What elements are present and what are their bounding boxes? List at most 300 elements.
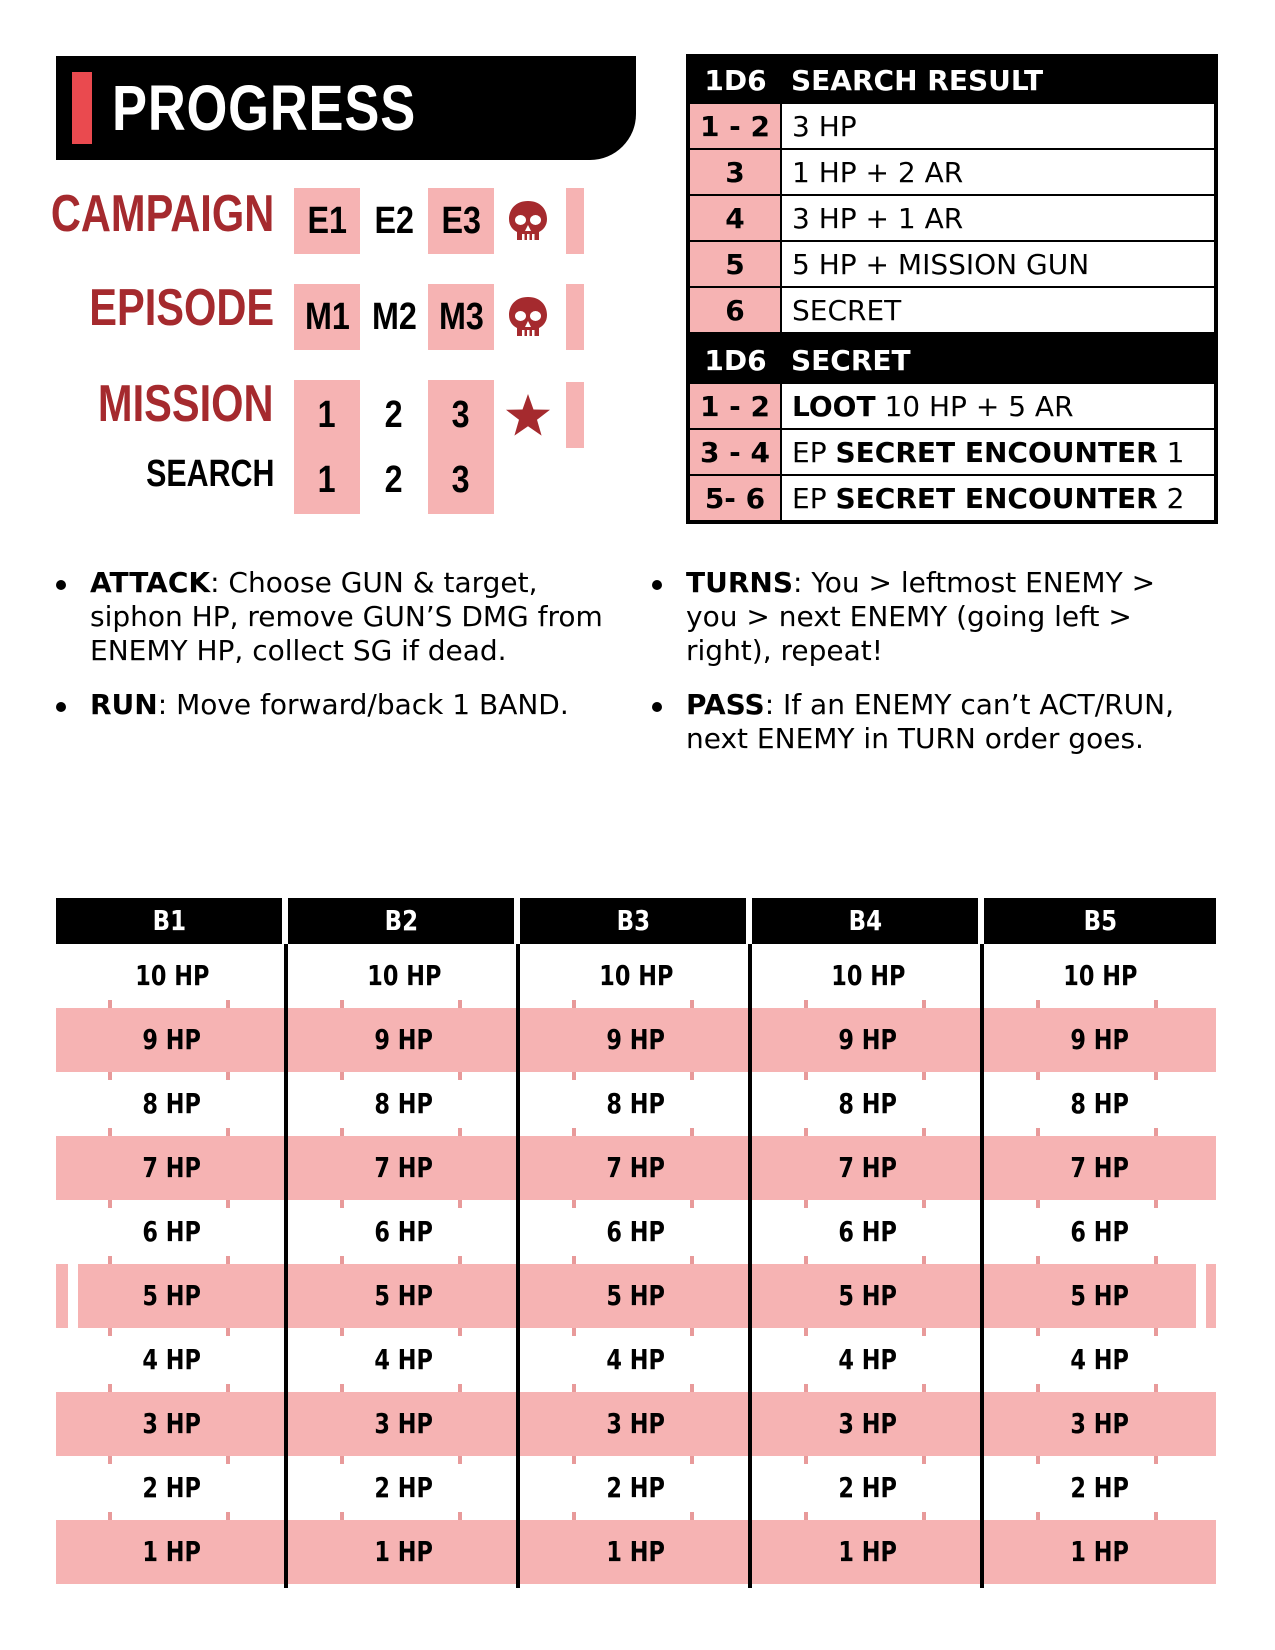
campaign-label: CAMPAIGN [50, 185, 274, 243]
hp-label: 10 HP [134, 959, 210, 992]
tick-mark [690, 1200, 694, 1208]
tick-mark [690, 1128, 694, 1136]
tick-mark [804, 1136, 808, 1144]
bullet-icon [652, 702, 662, 712]
tick-mark [458, 1520, 462, 1528]
hp-row [56, 1136, 1216, 1200]
hp-cell[interactable] [520, 1328, 752, 1392]
tick-mark [804, 1448, 808, 1456]
hp-label: 7 HP [374, 1151, 434, 1184]
tick-mark [226, 1064, 230, 1072]
hp-label: 6 HP [606, 1215, 666, 1248]
band-header-b3 [520, 898, 746, 944]
hp-label: 8 HP [142, 1087, 202, 1120]
hp-cell[interactable] [56, 944, 288, 1008]
tick-mark [804, 1192, 808, 1200]
tick-mark [458, 1072, 462, 1080]
hp-label: 7 HP [142, 1151, 202, 1184]
tick-mark [1036, 1520, 1040, 1528]
hp-label: 7 HP [1070, 1151, 1130, 1184]
hp-cell[interactable] [752, 1520, 984, 1584]
hp-cell[interactable] [56, 1008, 288, 1072]
hp-label: 7 HP [606, 1151, 666, 1184]
hp-label: 10 HP [366, 959, 442, 992]
hp-cell[interactable] [56, 1328, 288, 1392]
hp-cell[interactable] [984, 1392, 1216, 1456]
hp-cell[interactable] [56, 1456, 288, 1520]
tick-mark [1154, 1008, 1158, 1016]
hp-label: 8 HP [374, 1087, 434, 1120]
hp-cell[interactable] [520, 1008, 752, 1072]
tick-mark [108, 1456, 112, 1464]
tick-mark [572, 1128, 576, 1136]
hp-label: 2 HP [606, 1471, 666, 1504]
tick-mark [922, 1192, 926, 1200]
tick-mark [1154, 1000, 1158, 1008]
header-1d6: 1D6 [688, 56, 781, 103]
tick-mark [108, 1448, 112, 1456]
tick-mark [340, 1392, 344, 1400]
tick-mark [922, 1384, 926, 1392]
tick-mark [1154, 1320, 1158, 1328]
hp-cell[interactable] [752, 1200, 984, 1264]
roll-cell: 5 [688, 241, 781, 287]
campaign-e1-cell[interactable]: E1 [294, 188, 360, 254]
tick-mark [226, 1384, 230, 1392]
hp-cell[interactable] [56, 1520, 288, 1584]
tick-mark [922, 1256, 926, 1264]
rule-term: RUN [90, 688, 158, 721]
tick-mark [572, 1448, 576, 1456]
hp-label: 3 HP [142, 1407, 202, 1440]
rule-term: TURNS [686, 566, 793, 599]
hp-label: 9 HP [142, 1023, 202, 1056]
rule-text: : Move forward/back 1 BAND. [157, 688, 569, 721]
tick-mark [226, 1128, 230, 1136]
result-pre: EP [792, 481, 836, 515]
tick-mark [458, 1256, 462, 1264]
hp-cell[interactable] [56, 1392, 288, 1456]
hp-cell[interactable] [752, 1456, 984, 1520]
tick-mark [340, 1128, 344, 1136]
tick-mark [458, 1192, 462, 1200]
hp-label: 5 HP [142, 1279, 202, 1312]
hp-label: 8 HP [606, 1087, 666, 1120]
band-header-label: B3 [616, 904, 650, 937]
tick-mark [226, 1264, 230, 1272]
band-header-label: B5 [1083, 904, 1117, 937]
tick-mark [690, 1392, 694, 1400]
tick-mark [1154, 1520, 1158, 1528]
tick-mark [572, 1136, 576, 1144]
tick-mark [1036, 1192, 1040, 1200]
tick-mark [226, 1392, 230, 1400]
mission-label: MISSION [98, 375, 274, 433]
tick-mark [340, 1000, 344, 1008]
result-bold: LOOT [792, 389, 876, 423]
tick-mark [458, 1448, 462, 1456]
tick-mark [340, 1456, 344, 1464]
tick-mark [1036, 1512, 1040, 1520]
hp-label: 9 HP [374, 1023, 434, 1056]
hp-cell[interactable] [288, 1008, 520, 1072]
tick-mark [1036, 1448, 1040, 1456]
hp-cell[interactable] [984, 1072, 1216, 1136]
episode-m1-cell[interactable]: M1 [294, 284, 360, 350]
hp-label: 2 HP [838, 1471, 898, 1504]
hp-cell[interactable] [984, 1136, 1216, 1200]
tick-mark [922, 1000, 926, 1008]
tick-mark [1154, 1392, 1158, 1400]
campaign-e3-cell[interactable]: E3 [428, 188, 494, 254]
hp-label: 6 HP [142, 1215, 202, 1248]
tick-mark [1154, 1448, 1158, 1456]
search-2-cell[interactable]: 2 [385, 459, 403, 501]
hp-row [56, 1200, 1216, 1264]
tick-mark [458, 1000, 462, 1008]
tick-mark [922, 1008, 926, 1016]
hp-cell[interactable] [520, 1200, 752, 1264]
tick-mark [690, 1384, 694, 1392]
tick-mark [226, 1320, 230, 1328]
tick-mark [226, 1008, 230, 1016]
tick-mark [1036, 1328, 1040, 1336]
tick-mark [572, 1520, 576, 1528]
table-header [688, 56, 1216, 103]
tick-mark [226, 1456, 230, 1464]
table-row [688, 195, 1216, 241]
hp-band-grid [56, 898, 1216, 1588]
tick-mark [572, 1456, 576, 1464]
hp-label: 1 HP [606, 1535, 666, 1568]
tick-mark [226, 1072, 230, 1080]
hp-label: 1 HP [142, 1535, 202, 1568]
tick-mark [340, 1520, 344, 1528]
band-header-b4 [752, 898, 978, 944]
tick-mark [1036, 1384, 1040, 1392]
hp-row [56, 1264, 1216, 1328]
tick-mark [1036, 1264, 1040, 1272]
star-icon [505, 393, 551, 437]
tick-mark [690, 1192, 694, 1200]
rule-run [90, 688, 610, 722]
tick-mark [1036, 1456, 1040, 1464]
tick-mark [804, 1328, 808, 1336]
tick-mark [690, 1256, 694, 1264]
band-gap [1196, 1264, 1206, 1328]
roll-cell: 3 [688, 149, 781, 195]
tick-mark [108, 1128, 112, 1136]
tick-mark [572, 1192, 576, 1200]
tick-mark [226, 1520, 230, 1528]
tick-mark [690, 1000, 694, 1008]
hp-cell[interactable] [984, 1008, 1216, 1072]
band-divider [516, 944, 520, 1588]
tick-mark [690, 1064, 694, 1072]
tick-mark [108, 1392, 112, 1400]
tick-mark [572, 1256, 576, 1264]
mission-3-cell[interactable]: 3 [452, 394, 470, 436]
tick-mark [340, 1072, 344, 1080]
tick-mark [922, 1328, 926, 1336]
hp-cell[interactable] [752, 1072, 984, 1136]
tick-mark [1154, 1512, 1158, 1520]
band-gap [68, 1264, 78, 1328]
rule-text: : You > leftmost ENEMY > you > next ENEMY (going left > right), repeat! [686, 566, 1156, 667]
tick-mark [1154, 1072, 1158, 1080]
hp-label: 1 HP [374, 1535, 434, 1568]
band-divider [284, 944, 288, 1588]
hp-label: 1 HP [1070, 1535, 1130, 1568]
hp-cell[interactable] [752, 1264, 984, 1328]
rule-attack [90, 566, 610, 668]
hp-cell[interactable] [520, 1520, 752, 1584]
tick-mark [108, 1520, 112, 1528]
tick-mark [108, 1384, 112, 1392]
hp-cell[interactable] [288, 1392, 520, 1456]
tick-mark [340, 1264, 344, 1272]
tick-mark [690, 1136, 694, 1144]
rule-text: : Choose GUN & target, siphon HP, remove GUN’S DMG from ENEMY HP, collect SG if dead. [90, 566, 603, 667]
rule-text: : If an ENEMY can’t ACT/RUN, next ENEMY in TURN order goes. [686, 688, 1174, 755]
hp-cell[interactable] [520, 1264, 752, 1328]
hp-cell[interactable] [288, 1264, 520, 1328]
tick-mark [226, 1136, 230, 1144]
hp-label: 3 HP [1070, 1407, 1130, 1440]
hp-cell[interactable] [56, 1072, 288, 1136]
hp-label: 9 HP [606, 1023, 666, 1056]
tick-mark [572, 1384, 576, 1392]
hp-cell[interactable] [520, 1392, 752, 1456]
rule-turns [686, 566, 1206, 668]
hp-cell[interactable] [984, 1264, 1216, 1328]
accent-bar [72, 72, 92, 144]
result-pre: EP [792, 435, 836, 469]
tick-mark [458, 1456, 462, 1464]
rule-pass [686, 688, 1206, 756]
tick-mark [458, 1064, 462, 1072]
tick-mark [1154, 1192, 1158, 1200]
hp-cell[interactable] [288, 1200, 520, 1264]
hp-cell[interactable] [288, 944, 520, 1008]
mission-1-cell[interactable]: 1 [318, 394, 336, 436]
result-cell: 1 HP + 2 AR [781, 149, 1216, 195]
search-label: SEARCH [145, 453, 274, 495]
hp-row [56, 944, 1216, 1008]
tick-mark [340, 1192, 344, 1200]
tick-mark [226, 1328, 230, 1336]
hp-cell[interactable] [288, 1456, 520, 1520]
hp-label: 3 HP [606, 1407, 666, 1440]
hp-cell[interactable] [56, 1264, 288, 1328]
tick-mark [340, 1064, 344, 1072]
result-cell: SECRET [781, 287, 1216, 334]
tick-mark [804, 1320, 808, 1328]
hp-label: 6 HP [1070, 1215, 1130, 1248]
tick-mark [340, 1136, 344, 1144]
hp-label: 6 HP [374, 1215, 434, 1248]
episode-end-bar [566, 284, 584, 350]
campaign-e2-cell[interactable]: E2 [374, 200, 414, 242]
band-header-b1 [56, 898, 282, 944]
hp-cell[interactable] [984, 944, 1216, 1008]
table-row [688, 103, 1216, 149]
hp-cell[interactable] [520, 944, 752, 1008]
tick-mark [922, 1072, 926, 1080]
hp-cell[interactable] [288, 1328, 520, 1392]
hp-cell[interactable] [752, 1392, 984, 1456]
table-row [688, 475, 1216, 522]
tick-mark [922, 1136, 926, 1144]
tick-mark [572, 1000, 576, 1008]
hp-label: 4 HP [1070, 1343, 1130, 1376]
episode-label: EPISODE [89, 279, 274, 337]
campaign-end-bar [566, 188, 584, 254]
hp-label: 8 HP [1070, 1087, 1130, 1120]
tick-mark [458, 1320, 462, 1328]
tick-mark [458, 1136, 462, 1144]
tick-mark [804, 1008, 808, 1016]
tick-mark [922, 1392, 926, 1400]
tick-mark [690, 1448, 694, 1456]
tick-mark [804, 1456, 808, 1464]
result-cell: 5 HP + MISSION GUN [781, 241, 1216, 287]
hp-cell[interactable] [752, 1136, 984, 1200]
hp-cell[interactable] [520, 1456, 752, 1520]
tick-mark [690, 1008, 694, 1016]
hp-row [56, 1328, 1216, 1392]
tick-mark [108, 1320, 112, 1328]
tick-mark [922, 1128, 926, 1136]
tick-mark [572, 1328, 576, 1336]
hp-cell[interactable] [288, 1136, 520, 1200]
tick-mark [226, 1192, 230, 1200]
tick-mark [1036, 1320, 1040, 1328]
tick-mark [1154, 1136, 1158, 1144]
tick-mark [1154, 1128, 1158, 1136]
hp-label: 3 HP [838, 1407, 898, 1440]
tick-mark [1036, 1000, 1040, 1008]
progress-banner [56, 56, 636, 160]
hp-row [56, 1456, 1216, 1520]
result-rest: 1 [1157, 435, 1185, 469]
hp-label: 2 HP [142, 1471, 202, 1504]
table-row [688, 287, 1216, 334]
tick-mark [690, 1520, 694, 1528]
tick-mark [804, 1384, 808, 1392]
tick-mark [108, 1200, 112, 1208]
header-secret: SECRET [781, 336, 1216, 383]
hp-cell[interactable] [984, 1328, 1216, 1392]
tick-mark [1154, 1256, 1158, 1264]
hp-label: 10 HP [1062, 959, 1138, 992]
tick-mark [922, 1320, 926, 1328]
hp-label: 8 HP [838, 1087, 898, 1120]
hp-cell[interactable] [56, 1200, 288, 1264]
band-header-b5 [984, 898, 1216, 944]
hp-row [56, 1392, 1216, 1456]
result-cell [781, 383, 1216, 429]
tick-mark [804, 1520, 808, 1528]
tick-mark [1036, 1136, 1040, 1144]
tick-mark [804, 1200, 808, 1208]
hp-label: 10 HP [598, 959, 674, 992]
episode-m3-cell[interactable]: M3 [428, 284, 494, 350]
hp-label: 4 HP [838, 1343, 898, 1376]
hp-row [56, 1520, 1216, 1584]
hp-label: 7 HP [838, 1151, 898, 1184]
roll-cell: 1 - 2 [688, 383, 781, 429]
roll-cell: 5- 6 [688, 475, 781, 522]
hp-cell[interactable] [752, 1008, 984, 1072]
hp-cell[interactable] [520, 1072, 752, 1136]
tick-mark [108, 1000, 112, 1008]
hp-label: 1 HP [838, 1535, 898, 1568]
band-header-label: B1 [152, 904, 186, 937]
hp-cell[interactable] [984, 1520, 1216, 1584]
tick-mark [1036, 1064, 1040, 1072]
tick-mark [108, 1136, 112, 1144]
tick-mark [690, 1328, 694, 1336]
tick-mark [1036, 1072, 1040, 1080]
tick-mark [804, 1256, 808, 1264]
tick-mark [226, 1200, 230, 1208]
hp-label: 5 HP [1070, 1279, 1130, 1312]
tick-mark [922, 1456, 926, 1464]
hp-cell[interactable] [56, 1136, 288, 1200]
tick-mark [690, 1512, 694, 1520]
tick-mark [690, 1264, 694, 1272]
search-1-cell[interactable]: 1 [318, 459, 336, 501]
tick-mark [458, 1328, 462, 1336]
tick-mark [572, 1064, 576, 1072]
mission-2-cell[interactable]: 2 [385, 394, 403, 436]
bullet-icon [56, 702, 66, 712]
result-cell: 3 HP [781, 103, 1216, 149]
hp-label: 4 HP [142, 1343, 202, 1376]
tick-mark [108, 1064, 112, 1072]
tick-mark [804, 1392, 808, 1400]
tick-mark [458, 1512, 462, 1520]
tick-mark [690, 1456, 694, 1464]
hp-cell[interactable] [752, 1328, 984, 1392]
search-3-cell[interactable]: 3 [452, 459, 470, 501]
hp-cell[interactable] [752, 944, 984, 1008]
table-row [688, 241, 1216, 287]
tick-mark [922, 1064, 926, 1072]
tick-mark [340, 1448, 344, 1456]
tick-mark [1154, 1328, 1158, 1336]
episode-m2-cell[interactable]: M2 [371, 296, 417, 338]
tick-mark [804, 1072, 808, 1080]
tick-mark [804, 1512, 808, 1520]
hp-cell[interactable] [520, 1136, 752, 1200]
hp-cell[interactable] [984, 1456, 1216, 1520]
tick-mark [572, 1320, 576, 1328]
tick-mark [226, 1448, 230, 1456]
hp-cell[interactable] [984, 1200, 1216, 1264]
hp-cell[interactable] [288, 1072, 520, 1136]
hp-row [56, 1008, 1216, 1072]
secret-table [686, 334, 1218, 524]
tick-mark [572, 1392, 576, 1400]
hp-label: 5 HP [838, 1279, 898, 1312]
hp-label: 5 HP [374, 1279, 434, 1312]
skull-icon [507, 199, 549, 243]
tick-mark [572, 1072, 576, 1080]
tick-mark [108, 1512, 112, 1520]
hp-cell[interactable] [288, 1520, 520, 1584]
